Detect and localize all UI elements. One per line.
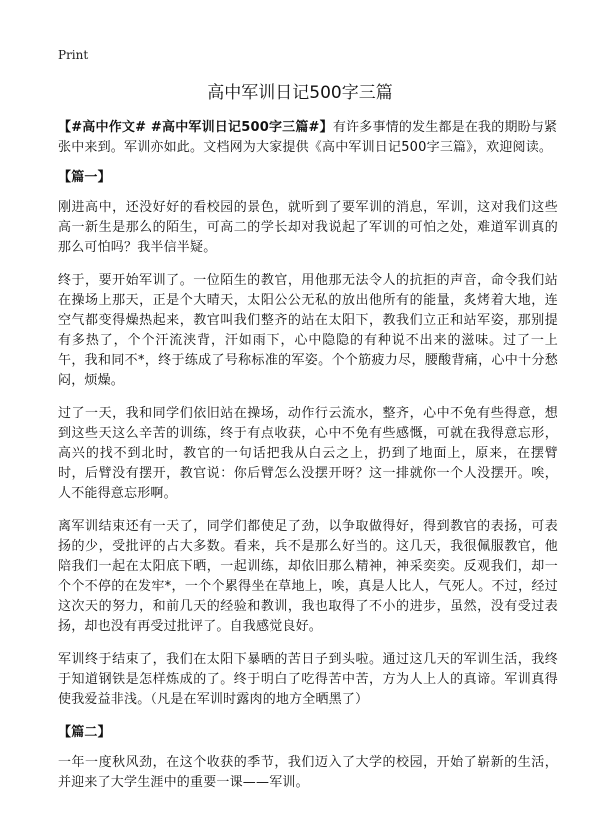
intro-paragraph [58, 118, 558, 158]
section-2-paragraph: 一年一度秋风劲，在这个收获的季节，我们迈入了大学的校园，开始了崭新的生活，并迎来了大学生涯中的重要一课——军训。 [58, 755, 558, 790]
intro-tags: 【#高中作文# #高中军训日记500字三篇#】 [58, 120, 333, 135]
intro-text: 有许多事情的发生都是在我的期盼与紧张中来到。军训亦如此。文档网为大家提供《高中军训日记500字三篇》，欢迎阅读。 [58, 120, 558, 155]
section-1-paragraph: 军训终于结束了，我们在太阳下暴晒的苦日子到头啦。通过这几天的军训生活，我终于知道钢铁是怎样炼成的了。终于明白了吃得苦中苦，方为人上人的真谛。军训真得使我爱益非浅。（凡是在军训时露肉的地方全晒黑了） [58, 652, 558, 707]
page-title: 高中军训日记500字三篇 [207, 83, 393, 103]
section-1-paragraph: 终于，要开始军训了。一位陌生的教官，用他那无法令人的抗拒的声音，命令我们站在操场上那天，正是个大晴天，太阳公公无私的放出他所有的能量，炙烤着大地，连空气都变得燥热起来，教官叫我们整齐的站在太阳下，教我们立正和站军姿，那别提有多热了，个个汗流浃背，汗如雨下，心中隐隐的有种说不出来的滋味。过了一上午，我和同不*，终于练成了号称标准的军姿。个个筋疲力尽，腰酸背痛，心中十分愁闷，烦燥。 [58, 273, 558, 388]
article-body [58, 118, 558, 806]
section-1-paragraph: 离军训结束还有一天了，同学们都使足了劲，以争取做得好，得到教官的表扬，可表扬的少，受批评的占大多数。看来，兵不是那么好当的。这几天，我很佩服教官，他陪我们一起在太阳底下晒，一起训练，却依旧那么精神，神采奕奕。反观我们，却一个个不停的在发牢*，一个个累得坐在草地上，唉，真是人比人，气死人。不过，经过这次天的努力，和前几天的经验和教训，我也取得了不小的进步，虽然，没有受过表扬，却也没有再受过批评了。自我感觉良好。 [58, 519, 558, 634]
print-link[interactable]: Print [58, 48, 89, 62]
section-1-paragraph: 过了一天，我和同学们依旧站在操场，动作行云流水，整齐，心中不免有些得意，想到这些天这么辛苦的训练，终于有点收获，心中不免有些感慨，可就在我得意忘形，高兴的找不到北时，教官的一句话把我从白云之上，扔到了地面上，原来，在摆臂时，后臂没有摆开，教官说：你后臂怎么没摆开呀？这一排就你一个人没摆开。唉，人不能得意忘形啊。 [58, 406, 558, 501]
section-heading-1: 【篇一】 [58, 170, 111, 185]
section-1-paragraph: 刚进高中，还没好好的看校园的景色，就听到了要军训的消息，军训，这对我们这些高一新生是那么的陌生，可高二的学长却对我说起了军训的可怕之处，难道军训真的那么可怕吗？我半信半疑。 [58, 200, 558, 255]
section-heading-2: 【篇二】 [58, 725, 111, 740]
